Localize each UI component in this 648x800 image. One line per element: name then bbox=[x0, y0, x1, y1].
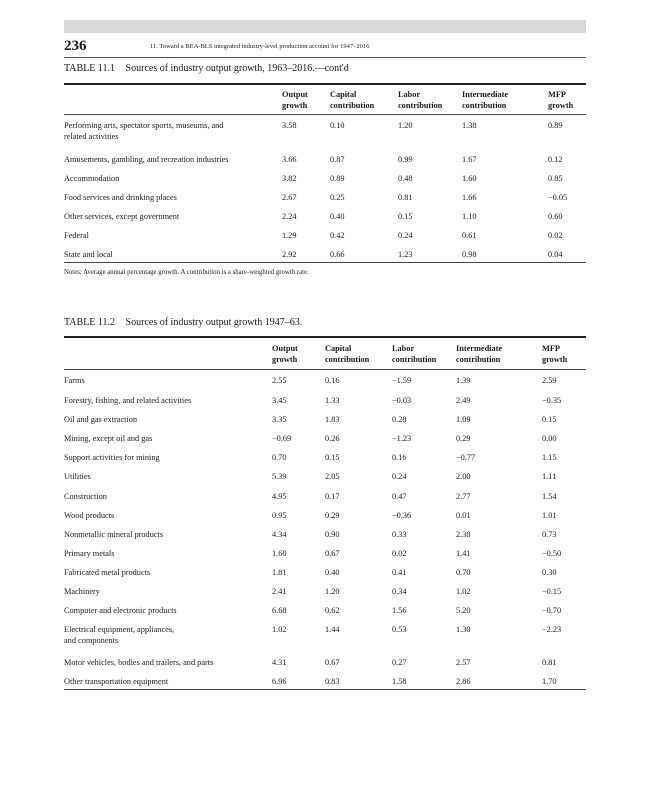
table-cell: 0.40 bbox=[325, 568, 340, 577]
table-cell: 1.39 bbox=[456, 376, 471, 385]
table-cell: 0.47 bbox=[392, 492, 407, 501]
table-cell: 0.89 bbox=[330, 174, 345, 183]
table-cell: −0.70 bbox=[542, 606, 562, 615]
table-cell: 1.41 bbox=[456, 549, 471, 558]
table-cell: 1.44 bbox=[325, 625, 340, 634]
table-cell: 0.15 bbox=[398, 212, 413, 221]
table-cell: 2.92 bbox=[282, 250, 297, 259]
table-cell: 0.24 bbox=[398, 231, 413, 240]
table-cell: 1.10 bbox=[462, 212, 477, 221]
table-11-2-header-rule bbox=[64, 369, 586, 370]
row-label: Motor vehicles, bodies and trailers, and parts bbox=[64, 658, 214, 667]
table-11-1-label: TABLE 11.1 bbox=[64, 63, 116, 74]
table-cell: 0.70 bbox=[272, 453, 287, 462]
table-cell: 2.49 bbox=[456, 396, 471, 405]
table-11-1-caption: Sources of industry output growth, 1963–2016.—cont'd bbox=[125, 63, 349, 74]
row-label: Accommodation bbox=[64, 174, 120, 183]
table-11-1-top-rule bbox=[64, 83, 586, 85]
table-cell: 0.40 bbox=[330, 212, 345, 221]
table-cell: 0.81 bbox=[398, 193, 413, 202]
table-cell: 0.04 bbox=[548, 250, 563, 259]
header-rule bbox=[64, 57, 586, 58]
table-cell: 2.00 bbox=[456, 472, 471, 481]
table-cell: 0.33 bbox=[392, 530, 407, 539]
table-11-2-title bbox=[64, 317, 302, 328]
table-cell: 0.67 bbox=[325, 658, 340, 667]
table-cell: 2.86 bbox=[456, 677, 471, 686]
row-label: Mining, except oil and gas bbox=[64, 434, 153, 443]
table-cell: 0.61 bbox=[462, 231, 477, 240]
table-cell: 0.29 bbox=[325, 511, 340, 520]
row-label: State and local bbox=[64, 250, 113, 259]
table-cell: 0.27 bbox=[392, 658, 407, 667]
table-cell: 0.16 bbox=[325, 376, 340, 385]
table-cell: 0.98 bbox=[462, 250, 477, 259]
table-cell: −0.36 bbox=[392, 511, 412, 520]
table-cell: 2.67 bbox=[282, 193, 297, 202]
table-cell: 0.10 bbox=[330, 121, 345, 130]
table-cell: 1.81 bbox=[272, 568, 287, 577]
column-header: Intermediate contribution bbox=[456, 344, 503, 364]
table-cell: 1.01 bbox=[542, 511, 557, 520]
table-cell: 1.38 bbox=[462, 121, 477, 130]
table-cell: 0.25 bbox=[330, 193, 345, 202]
table-cell: 1.56 bbox=[392, 606, 407, 615]
row-label: Electrical equipment, appliances, bbox=[64, 625, 175, 634]
table-11-2-bottom-rule bbox=[64, 689, 586, 690]
table-cell: 0.53 bbox=[392, 625, 407, 634]
table-cell: 4.34 bbox=[272, 530, 287, 539]
table-11-1-notes: Notes: Average annual percentage growth. A contribution is a share-weighted growth rate. bbox=[64, 269, 309, 276]
table-cell: 0.41 bbox=[392, 568, 407, 577]
table-cell: 1.02 bbox=[272, 625, 287, 634]
table-cell: 1.20 bbox=[398, 121, 413, 130]
table-cell: 0.30 bbox=[542, 568, 557, 577]
table-cell: −0.05 bbox=[548, 193, 568, 202]
table-cell: −0.69 bbox=[272, 434, 292, 443]
table-cell: 0.16 bbox=[392, 453, 407, 462]
table-cell: 6.68 bbox=[272, 606, 287, 615]
row-label: Primary metals bbox=[64, 549, 115, 558]
row-label: Other transportation equipment bbox=[64, 677, 169, 686]
table-cell: 0.48 bbox=[398, 174, 413, 183]
table-cell: −0.50 bbox=[542, 549, 562, 558]
table-cell: 0.89 bbox=[548, 121, 563, 130]
row-label: Federal bbox=[64, 231, 89, 240]
table-cell: 2.24 bbox=[282, 212, 297, 221]
row-label: Forestry, fishing, and related activities bbox=[64, 396, 192, 405]
row-label: Amusements, gambling, and recreation industries bbox=[64, 155, 229, 164]
table-11-1-title bbox=[64, 63, 349, 74]
table-cell: 2.41 bbox=[272, 587, 287, 596]
table-cell: −0.35 bbox=[542, 396, 562, 405]
table-cell: 0.15 bbox=[542, 415, 557, 424]
table-cell: 2.38 bbox=[456, 530, 471, 539]
table-11-2-caption: Sources of industry output growth 1947–63. bbox=[125, 317, 303, 328]
table-cell: 3.35 bbox=[272, 415, 287, 424]
table-cell: 1.66 bbox=[462, 193, 477, 202]
row-label: Performing arts, spectator sports, museums, and bbox=[64, 121, 224, 130]
table-cell: 4.31 bbox=[272, 658, 287, 667]
table-cell: 1.11 bbox=[542, 472, 557, 481]
running-head: 11. Toward a BEA-BLS integrated industry-level production account for 1947–2016 bbox=[150, 43, 370, 50]
table-cell: 0.34 bbox=[392, 587, 407, 596]
table-cell: 3.82 bbox=[282, 174, 297, 183]
table-cell: 1.83 bbox=[325, 415, 340, 424]
column-header: Capital contribution bbox=[330, 90, 375, 110]
table-cell: 6.96 bbox=[272, 677, 287, 686]
table-cell: 0.81 bbox=[542, 658, 557, 667]
table-cell: 4.95 bbox=[272, 492, 287, 501]
table-cell: 3.66 bbox=[282, 155, 297, 164]
row-label: Computer and electronic products bbox=[64, 606, 177, 615]
column-header: Labor contribution bbox=[398, 90, 443, 110]
table-cell: −0.15 bbox=[542, 587, 562, 596]
row-label: Fabricated metal products bbox=[64, 568, 151, 577]
row-label: Support activities for mining bbox=[64, 453, 160, 462]
table-cell: 1.70 bbox=[542, 677, 557, 686]
column-header: Output growth bbox=[272, 344, 298, 364]
table-cell: 0.01 bbox=[456, 511, 471, 520]
table-cell: 1.58 bbox=[392, 677, 407, 686]
table-11-1-bottom-rule bbox=[64, 262, 586, 263]
table-cell: 3.45 bbox=[272, 396, 287, 405]
row-label: Other services, except government bbox=[64, 212, 180, 221]
table-cell: 2.05 bbox=[325, 472, 340, 481]
table-cell: 2.77 bbox=[456, 492, 471, 501]
table-11-2-label: TABLE 11.2 bbox=[64, 317, 116, 328]
column-header: Capital contribution bbox=[325, 344, 370, 364]
table-cell: 0.66 bbox=[330, 250, 345, 259]
table-cell: −2.23 bbox=[542, 625, 562, 634]
table-cell: 3.58 bbox=[282, 121, 297, 130]
row-label: Oil and gas extraction bbox=[64, 415, 138, 424]
table-cell: 0.26 bbox=[325, 434, 340, 443]
column-header: MFP growth bbox=[542, 344, 568, 364]
table-cell: 1.33 bbox=[325, 396, 340, 405]
table-cell: 1.02 bbox=[456, 587, 471, 596]
table-cell: 0.67 bbox=[325, 549, 340, 558]
table-cell: 0.42 bbox=[330, 231, 345, 240]
table-cell: 0.28 bbox=[392, 415, 407, 424]
column-header: Intermediate contribution bbox=[462, 90, 509, 110]
table-cell: 2.59 bbox=[542, 376, 557, 385]
row-label-continued: and components bbox=[64, 636, 119, 645]
header-bar bbox=[64, 20, 586, 33]
row-label: Nonmetallic mineral products bbox=[64, 530, 164, 539]
table-cell: 5.39 bbox=[272, 472, 287, 481]
table-cell: 0.87 bbox=[330, 155, 345, 164]
table-cell: 1.60 bbox=[462, 174, 477, 183]
table-cell: 2.57 bbox=[456, 658, 471, 667]
row-label: Machinery bbox=[64, 587, 100, 596]
table-cell: 1.23 bbox=[398, 250, 413, 259]
page-number: 236 bbox=[64, 38, 87, 54]
table-cell: 1.30 bbox=[456, 625, 471, 634]
table-cell: 1.15 bbox=[542, 453, 557, 462]
row-label: Farms bbox=[64, 376, 85, 385]
table-cell: 0.95 bbox=[272, 511, 287, 520]
table-cell: 0.99 bbox=[398, 155, 413, 164]
table-cell: 0.73 bbox=[542, 530, 557, 539]
table-cell: 1.09 bbox=[456, 415, 471, 424]
row-label: Wood products bbox=[64, 511, 115, 520]
table-11-2-top-rule bbox=[64, 336, 586, 338]
table-cell: 0.02 bbox=[548, 231, 563, 240]
row-label: Utilities bbox=[64, 472, 91, 481]
table-cell: 0.90 bbox=[325, 530, 340, 539]
table-cell: 1.67 bbox=[462, 155, 477, 164]
column-header: MFP growth bbox=[548, 90, 574, 110]
table-cell: 2.55 bbox=[272, 376, 287, 385]
row-label-continued: related activities bbox=[64, 132, 119, 141]
table-cell: 0.70 bbox=[456, 568, 471, 577]
table-cell: 0.62 bbox=[325, 606, 340, 615]
column-header: Output growth bbox=[282, 90, 308, 110]
table-11-1-header-rule bbox=[64, 114, 586, 115]
table-cell: 1.20 bbox=[325, 587, 340, 596]
table-cell: 1.54 bbox=[542, 492, 557, 501]
table-cell: 0.29 bbox=[456, 434, 471, 443]
table-cell: 0.83 bbox=[325, 677, 340, 686]
table-cell: 1.29 bbox=[282, 231, 297, 240]
table-cell: 0.02 bbox=[392, 549, 407, 558]
row-label: Food services and drinking places bbox=[64, 193, 177, 202]
row-label: Construction bbox=[64, 492, 107, 501]
table-cell: 0.24 bbox=[392, 472, 407, 481]
table-cell: 1.60 bbox=[272, 549, 287, 558]
table-cell: 0.12 bbox=[548, 155, 563, 164]
table-cell: 5.20 bbox=[456, 606, 471, 615]
column-header: Labor contribution bbox=[392, 344, 437, 364]
table-cell: −1.23 bbox=[392, 434, 412, 443]
table-cell: 0.85 bbox=[548, 174, 563, 183]
table-cell: −0.03 bbox=[392, 396, 412, 405]
table-cell: −0.77 bbox=[456, 453, 476, 462]
table-cell: 0.17 bbox=[325, 492, 340, 501]
table-cell: −1.59 bbox=[392, 376, 412, 385]
table-cell: 0.60 bbox=[548, 212, 563, 221]
table-cell: 0.15 bbox=[325, 453, 340, 462]
table-cell: 0.00 bbox=[542, 434, 557, 443]
